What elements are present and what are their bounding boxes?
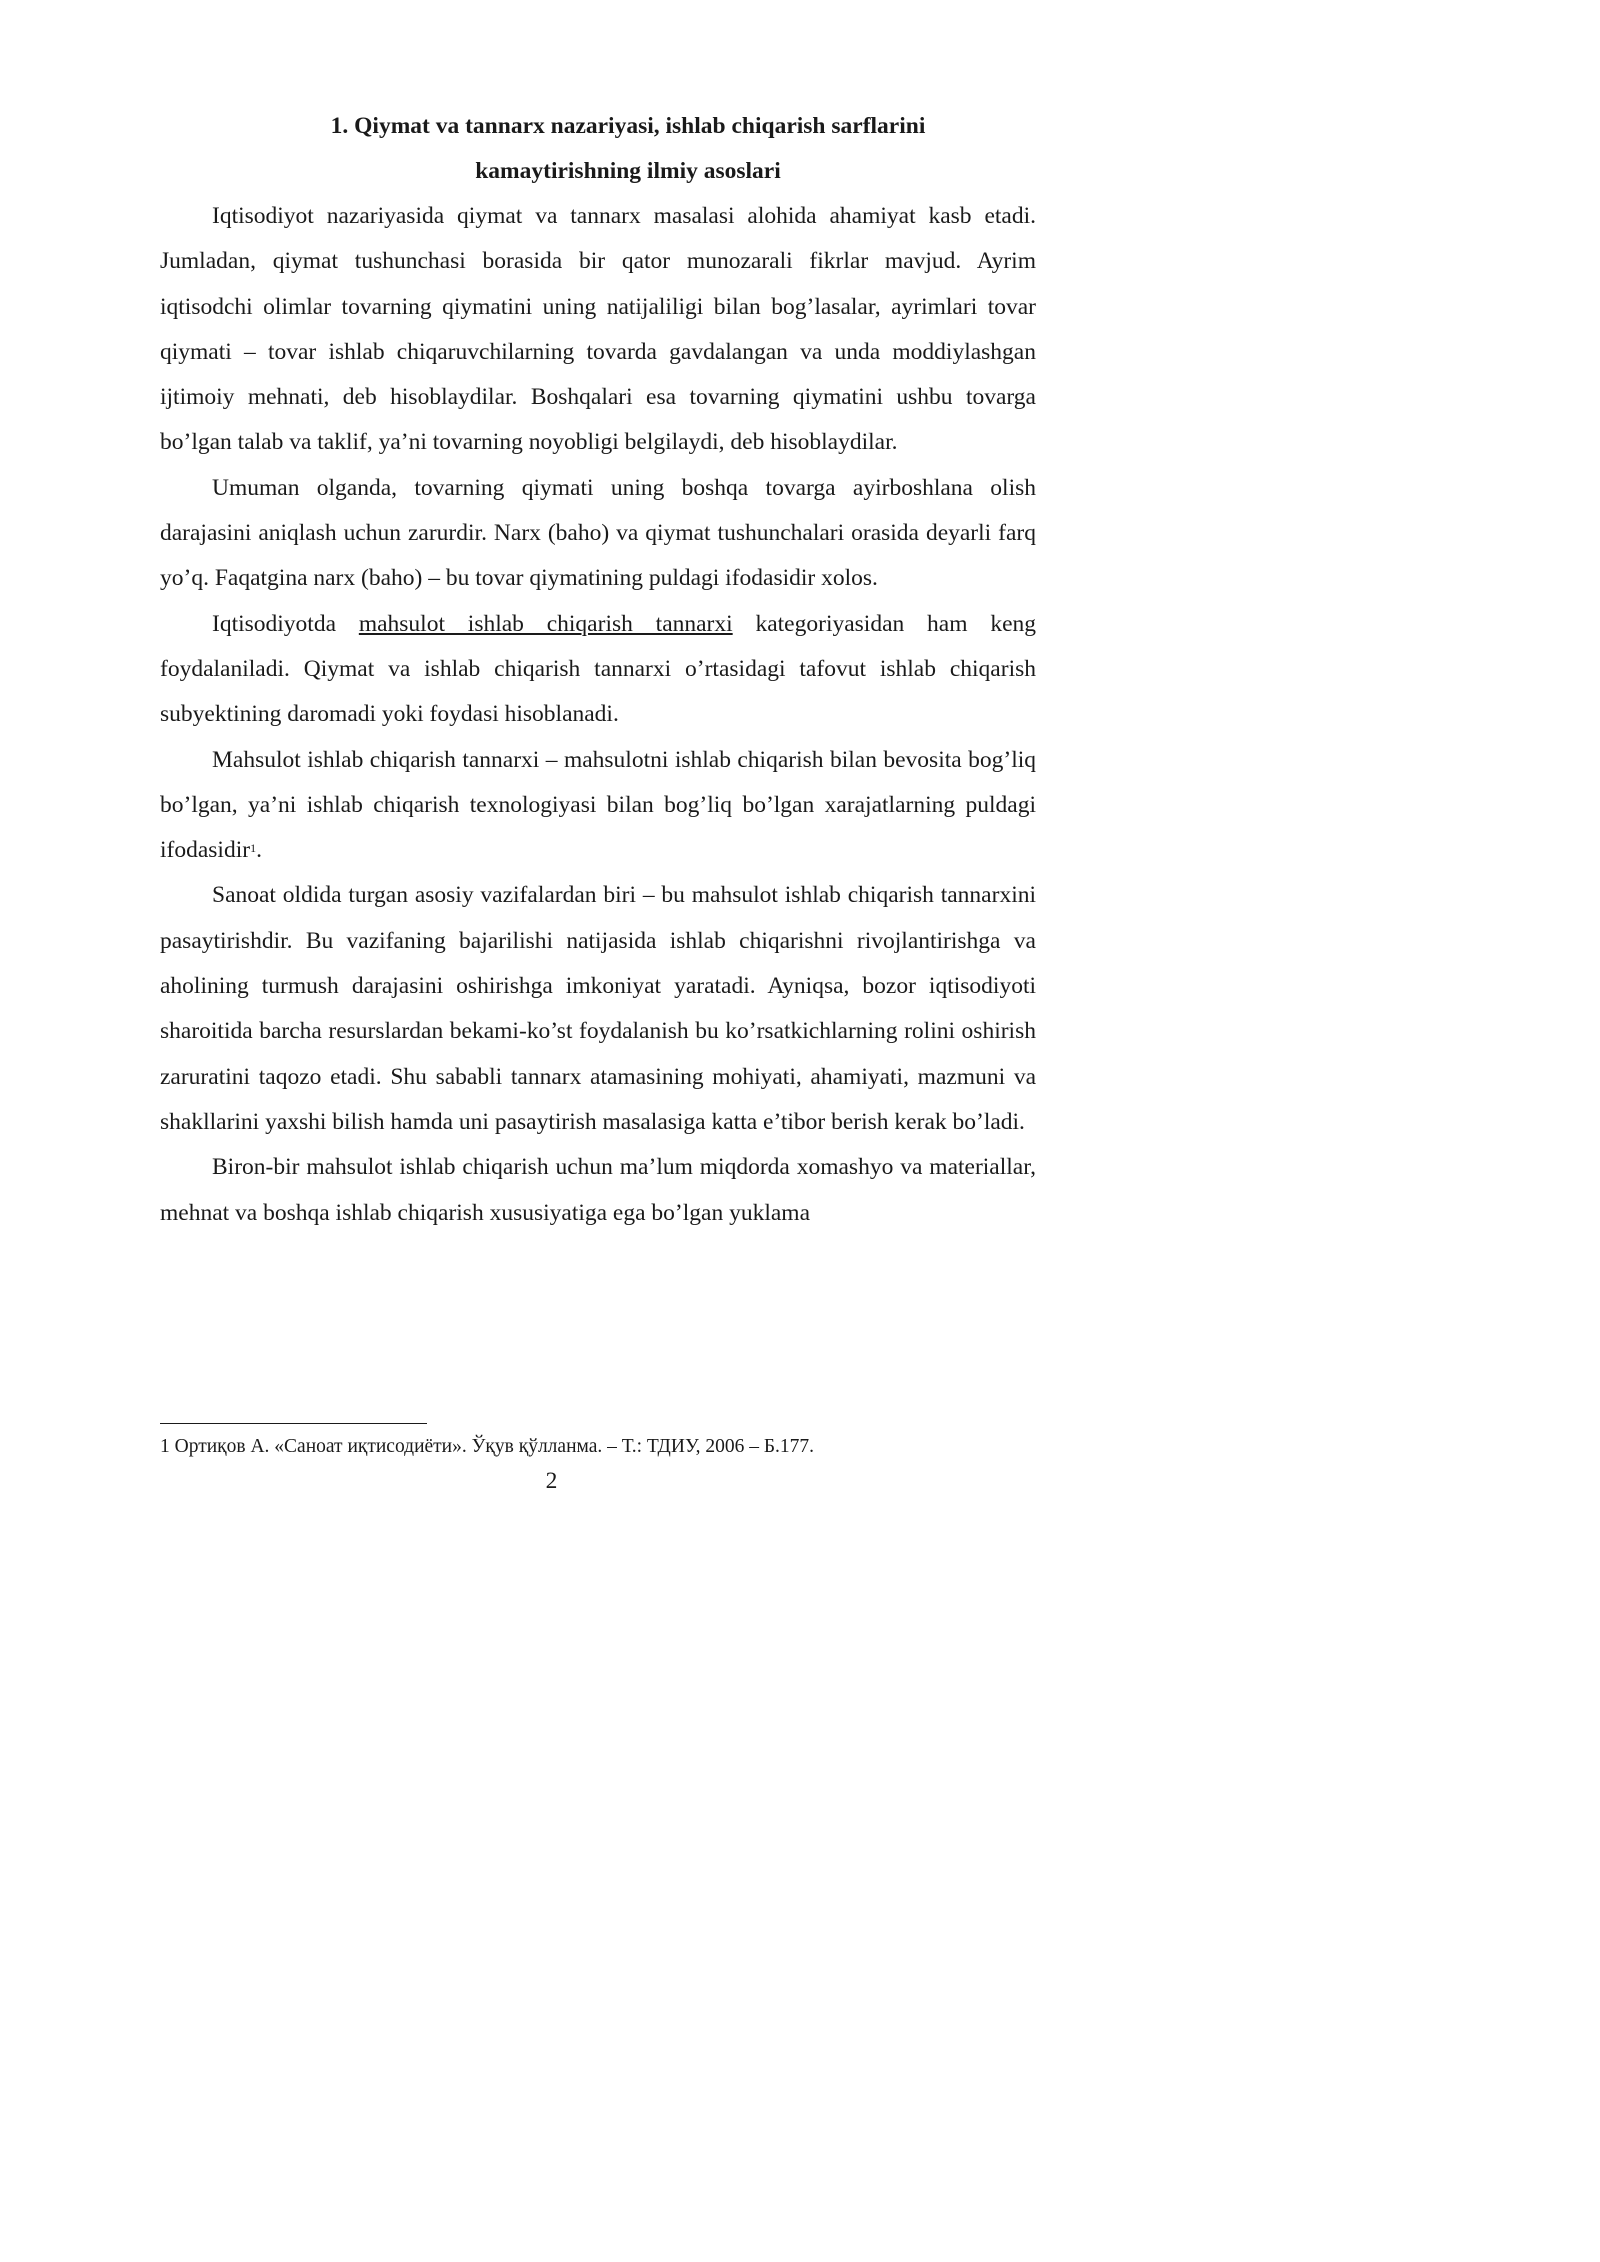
paragraph-6: Biron-bir mahsulot ishlab chiqarish uchun ma’lum miqdorda xomashyo va materiallar, mehnat va boshqa ishlab chiqarish xususiyatiga ega bo’lgan yuklama [160, 1154, 1036, 1226]
paragraph-3-rest: kategoriyasidan ham keng foydalaniladi. Qiymat va ishlab chiqarish tannarxi o’rtasidagi tafovut ishlab chiqarish subyektining daromadi yoki foydasi hisoblanadi. [160, 610, 1036, 728]
underlined-term: mahsulot ishlab chiqarish tannarxi [358, 610, 733, 637]
footnote-separator [160, 1423, 427, 1424]
paragraph-4-text: Mahsulot ishlab chiqarish tannarxi – mahsulotni ishlab chiqarish bilan bevosita bog’liq bo’lgan, ya’ni ishlab chiqarish texnologiyasi bilan bog’liq bo’lgan xarajatlarning puldagi ifodasidir [160, 746, 1036, 864]
footnote-reference: 1 [250, 841, 257, 856]
paragraph-1: Iqtisodiyot nazariyasida qiymat va tannarx masalasi alohida ahamiyat kasb etadi. Jumladan, qiymat tushunchasi borasida bir qator munozarali fikrlar mavjud. Ayrim iqtisodchi olimlar tovarning qiymatini uning natijaliligi bilan bog’lasalar, ayrimlari tovar qiymati – tovar ishlab chiqaruvchilarning tovarda gavdalangan va unda moddiylashgan ijtimoiy mehnati, deb hisoblaydilar. Boshqalari esa tovarning qiymatini ushbu tovarga bo’lgan talab va taklif, ya’ni tovarning noyobligi belgilaydi, deb hisoblaydilar. [160, 203, 1036, 456]
paragraph-2: Umuman olganda, tovarning qiymati uning boshqa tovarga ayirboshlana olish darajasini aniqlash uchun zarurdir. Narx (baho) va qiymat tushunchalari orasida deyarli farq yo’q. Faqatgina narx (baho) – bu tovar qiymatining puldagi ifodasidir xolos. [160, 474, 1036, 592]
section-title-line2: kamaytirishning ilmiy asoslari [475, 158, 781, 184]
paragraph-3-lead: Iqtisodiyotda [212, 610, 359, 637]
document-body [160, 104, 1036, 1236]
page-number: 2 [545, 1468, 558, 1494]
section-title-line1: 1. Qiymat va tannarx nazariyasi, ishlab chiqarish sarflarini [330, 113, 926, 139]
paragraph-3 [160, 602, 1036, 738]
paragraph-4-end: . [256, 837, 262, 864]
paragraph-5: Sanoat oldida turgan asosiy vazifalardan biri – bu mahsulot ishlab chiqarish tannarxini pasaytirishdir. Bu vazifaning bajarilishi natijasida ishlab chiqarishni rivojlantirishga va aholining turmush darajasini oshirishga imkoniyat yaratadi. Ayniqsa, bozor iqtisodiyoti sharoitida barcha resurslardan bekami-ko’st foydalanish bu ko’rsatkichlarning rolini oshirish zaruratini taqozo etadi. Shu sababli tannarx atamasining mohiyati, ahamiyati, mazmuni va shakllarini yaxshi bilish hamda uni pasaytirish masalasiga katta e’tibor berish kerak bo’ladi. [160, 882, 1036, 1135]
section-title [160, 104, 1036, 194]
footnote: 1 Ортиқов А. «Саноат иқтисодиёти». Ўқув қўлланма. – Т.: ТДИУ, 2006 – Б.177. [160, 1436, 815, 1457]
paragraph-4 [160, 738, 1036, 874]
